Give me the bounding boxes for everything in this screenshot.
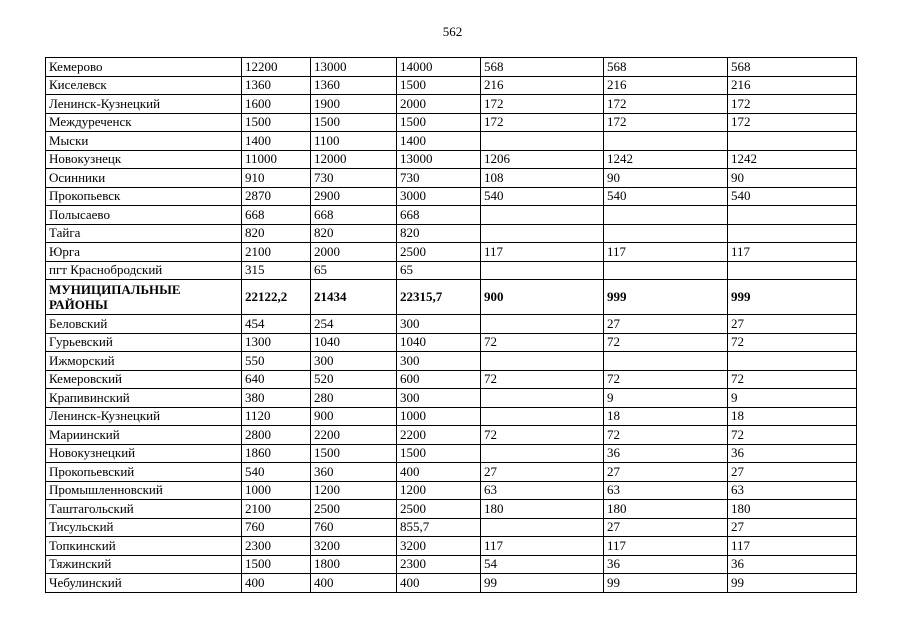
table-row — [46, 224, 857, 243]
value-cell-2: 280 — [311, 389, 397, 408]
value-cell-5: 9 — [604, 389, 728, 408]
value-cell-1: 22122,2 — [242, 280, 311, 315]
value-cell-2: 668 — [311, 206, 397, 225]
value-cell-3: 2500 — [397, 243, 481, 262]
value-cell-5: 99 — [604, 574, 728, 593]
value-cell-5: 172 — [604, 113, 728, 132]
value-cell-1: 2870 — [242, 187, 311, 206]
value-cell-3: 3000 — [397, 187, 481, 206]
table-row — [46, 370, 857, 389]
row-name-cell: Гурьевский — [46, 333, 242, 352]
row-name-cell: Междуреченск — [46, 113, 242, 132]
value-cell-6: 999 — [728, 280, 857, 315]
row-name-cell: Новокузнецкий — [46, 444, 242, 463]
value-cell-1: 400 — [242, 574, 311, 593]
value-cell-2: 760 — [311, 518, 397, 537]
value-cell-6 — [728, 352, 857, 371]
value-cell-5: 216 — [604, 76, 728, 95]
value-cell-4: 72 — [481, 333, 604, 352]
value-cell-1: 11000 — [242, 150, 311, 169]
value-cell-5: 27 — [604, 518, 728, 537]
value-cell-5: 568 — [604, 58, 728, 77]
value-cell-5: 90 — [604, 169, 728, 188]
value-cell-4: 117 — [481, 537, 604, 556]
value-cell-3: 2500 — [397, 500, 481, 519]
value-cell-5: 999 — [604, 280, 728, 315]
value-cell-3: 1500 — [397, 76, 481, 95]
value-cell-6: 27 — [728, 518, 857, 537]
value-cell-2: 1040 — [311, 333, 397, 352]
value-cell-5: 27 — [604, 315, 728, 334]
value-cell-3: 1040 — [397, 333, 481, 352]
table-row — [46, 352, 857, 371]
table-row — [46, 389, 857, 408]
value-cell-4: 108 — [481, 169, 604, 188]
value-cell-4: 568 — [481, 58, 604, 77]
value-cell-4: 63 — [481, 481, 604, 500]
value-cell-4 — [481, 389, 604, 408]
value-cell-2: 300 — [311, 352, 397, 371]
value-cell-1: 540 — [242, 463, 311, 482]
value-cell-4 — [481, 206, 604, 225]
value-cell-1: 2300 — [242, 537, 311, 556]
row-name-cell: Новокузнецк — [46, 150, 242, 169]
table-row — [46, 463, 857, 482]
value-cell-1: 1300 — [242, 333, 311, 352]
value-cell-2: 2000 — [311, 243, 397, 262]
value-cell-3: 820 — [397, 224, 481, 243]
value-cell-2: 3200 — [311, 537, 397, 556]
value-cell-4 — [481, 132, 604, 151]
value-cell-4: 180 — [481, 500, 604, 519]
value-cell-4 — [481, 518, 604, 537]
value-cell-6: 180 — [728, 500, 857, 519]
value-cell-1: 820 — [242, 224, 311, 243]
table-row — [46, 518, 857, 537]
value-cell-2: 820 — [311, 224, 397, 243]
value-cell-3: 1500 — [397, 444, 481, 463]
row-name-cell: Беловский — [46, 315, 242, 334]
table-row — [46, 150, 857, 169]
value-cell-4: 54 — [481, 555, 604, 574]
value-cell-6: 9 — [728, 389, 857, 408]
value-cell-5: 72 — [604, 426, 728, 445]
value-cell-3: 855,7 — [397, 518, 481, 537]
value-cell-6: 172 — [728, 95, 857, 114]
row-name-cell: Прокопьевский — [46, 463, 242, 482]
value-cell-3: 400 — [397, 574, 481, 593]
value-cell-6: 540 — [728, 187, 857, 206]
value-cell-4: 72 — [481, 426, 604, 445]
value-cell-1: 760 — [242, 518, 311, 537]
value-cell-1: 2800 — [242, 426, 311, 445]
value-cell-6: 568 — [728, 58, 857, 77]
value-cell-6: 63 — [728, 481, 857, 500]
value-cell-2: 730 — [311, 169, 397, 188]
row-name-cell: Ижморский — [46, 352, 242, 371]
value-cell-2: 1200 — [311, 481, 397, 500]
value-cell-2: 13000 — [311, 58, 397, 77]
table-row — [46, 555, 857, 574]
table-body — [46, 58, 857, 593]
value-cell-1: 640 — [242, 370, 311, 389]
value-cell-2: 1500 — [311, 113, 397, 132]
value-cell-3: 668 — [397, 206, 481, 225]
page-number: 562 — [442, 24, 463, 39]
table-row — [46, 574, 857, 593]
value-cell-6 — [728, 132, 857, 151]
value-cell-6: 216 — [728, 76, 857, 95]
value-cell-6 — [728, 224, 857, 243]
table-row — [46, 76, 857, 95]
value-cell-5: 27 — [604, 463, 728, 482]
value-cell-5: 36 — [604, 444, 728, 463]
row-name-cell: Топкинский — [46, 537, 242, 556]
value-cell-3: 2200 — [397, 426, 481, 445]
table-row — [46, 206, 857, 225]
value-cell-4 — [481, 407, 604, 426]
value-cell-3: 13000 — [397, 150, 481, 169]
value-cell-4: 172 — [481, 113, 604, 132]
value-cell-1: 1360 — [242, 76, 311, 95]
table-row — [46, 481, 857, 500]
value-cell-5: 540 — [604, 187, 728, 206]
table-row — [46, 243, 857, 262]
value-cell-2: 12000 — [311, 150, 397, 169]
row-name-cell: МУНИЦИПАЛЬНЫЕ РАЙОНЫ — [46, 280, 242, 315]
table-row — [46, 132, 857, 151]
value-cell-6 — [728, 206, 857, 225]
value-cell-4: 172 — [481, 95, 604, 114]
value-cell-4 — [481, 352, 604, 371]
value-cell-6: 27 — [728, 315, 857, 334]
value-cell-3: 65 — [397, 261, 481, 280]
value-cell-2: 1900 — [311, 95, 397, 114]
value-cell-2: 400 — [311, 574, 397, 593]
value-cell-2: 1500 — [311, 444, 397, 463]
value-cell-5: 117 — [604, 537, 728, 556]
value-cell-1: 1500 — [242, 555, 311, 574]
row-name-cell: Юрга — [46, 243, 242, 262]
value-cell-4: 216 — [481, 76, 604, 95]
value-cell-2: 65 — [311, 261, 397, 280]
value-cell-2: 1360 — [311, 76, 397, 95]
value-cell-4: 99 — [481, 574, 604, 593]
table-row — [46, 333, 857, 352]
value-cell-1: 315 — [242, 261, 311, 280]
value-cell-3: 300 — [397, 389, 481, 408]
value-cell-5 — [604, 224, 728, 243]
value-cell-3: 600 — [397, 370, 481, 389]
row-name-cell: Мыски — [46, 132, 242, 151]
value-cell-1: 550 — [242, 352, 311, 371]
value-cell-6: 72 — [728, 426, 857, 445]
value-cell-1: 668 — [242, 206, 311, 225]
value-cell-4: 117 — [481, 243, 604, 262]
value-cell-5: 63 — [604, 481, 728, 500]
value-cell-6: 99 — [728, 574, 857, 593]
value-cell-3: 3200 — [397, 537, 481, 556]
value-cell-6: 72 — [728, 333, 857, 352]
data-table — [45, 57, 857, 593]
value-cell-3: 1400 — [397, 132, 481, 151]
value-cell-4: 900 — [481, 280, 604, 315]
value-cell-6: 72 — [728, 370, 857, 389]
table-row — [46, 315, 857, 334]
value-cell-4: 1206 — [481, 150, 604, 169]
value-cell-2: 254 — [311, 315, 397, 334]
value-cell-3: 22315,7 — [397, 280, 481, 315]
value-cell-2: 520 — [311, 370, 397, 389]
value-cell-4 — [481, 224, 604, 243]
row-name-cell: Осинники — [46, 169, 242, 188]
row-name-cell: Тяжинский — [46, 555, 242, 574]
row-name-cell: Киселевск — [46, 76, 242, 95]
value-cell-6: 172 — [728, 113, 857, 132]
value-cell-5: 117 — [604, 243, 728, 262]
value-cell-6: 36 — [728, 444, 857, 463]
value-cell-6: 1242 — [728, 150, 857, 169]
value-cell-3: 1000 — [397, 407, 481, 426]
value-cell-2: 21434 — [311, 280, 397, 315]
value-cell-5: 18 — [604, 407, 728, 426]
row-name-cell: Кемерово — [46, 58, 242, 77]
value-cell-5: 36 — [604, 555, 728, 574]
table-row — [46, 169, 857, 188]
value-cell-1: 1400 — [242, 132, 311, 151]
value-cell-2: 2500 — [311, 500, 397, 519]
value-cell-1: 1120 — [242, 407, 311, 426]
value-cell-2: 1100 — [311, 132, 397, 151]
table-row — [46, 187, 857, 206]
value-cell-1: 454 — [242, 315, 311, 334]
value-cell-5: 180 — [604, 500, 728, 519]
value-cell-5: 172 — [604, 95, 728, 114]
value-cell-4 — [481, 315, 604, 334]
value-cell-4 — [481, 444, 604, 463]
value-cell-1: 2100 — [242, 500, 311, 519]
value-cell-5 — [604, 352, 728, 371]
row-name-cell: Мариинский — [46, 426, 242, 445]
value-cell-1: 1500 — [242, 113, 311, 132]
value-cell-5 — [604, 261, 728, 280]
value-cell-6: 18 — [728, 407, 857, 426]
value-cell-5: 72 — [604, 370, 728, 389]
row-name-cell: Кемеровский — [46, 370, 242, 389]
table-row — [46, 426, 857, 445]
value-cell-6: 90 — [728, 169, 857, 188]
value-cell-2: 1800 — [311, 555, 397, 574]
value-cell-3: 1200 — [397, 481, 481, 500]
row-name-cell: Крапивинский — [46, 389, 242, 408]
value-cell-1: 2100 — [242, 243, 311, 262]
table-row — [46, 500, 857, 519]
value-cell-5 — [604, 132, 728, 151]
row-name-cell: Таштагольский — [46, 500, 242, 519]
value-cell-4: 72 — [481, 370, 604, 389]
value-cell-1: 380 — [242, 389, 311, 408]
value-cell-3: 2000 — [397, 95, 481, 114]
value-cell-1: 1860 — [242, 444, 311, 463]
table-row — [46, 280, 857, 315]
table-row — [46, 407, 857, 426]
value-cell-1: 1600 — [242, 95, 311, 114]
value-cell-3: 300 — [397, 352, 481, 371]
row-name-cell: Прокопьевск — [46, 187, 242, 206]
value-cell-5: 72 — [604, 333, 728, 352]
value-cell-6: 36 — [728, 555, 857, 574]
row-name-cell: Промышленновский — [46, 481, 242, 500]
table-row — [46, 261, 857, 280]
row-name-cell: пгт Краснобродский — [46, 261, 242, 280]
value-cell-2: 2900 — [311, 187, 397, 206]
table-row — [46, 537, 857, 556]
table-row — [46, 58, 857, 77]
row-name-cell: Тисульский — [46, 518, 242, 537]
value-cell-4 — [481, 261, 604, 280]
row-name-cell: Полысаево — [46, 206, 242, 225]
value-cell-5 — [604, 206, 728, 225]
value-cell-6: 117 — [728, 243, 857, 262]
table-row — [46, 444, 857, 463]
value-cell-2: 360 — [311, 463, 397, 482]
value-cell-5: 1242 — [604, 150, 728, 169]
value-cell-3: 400 — [397, 463, 481, 482]
value-cell-2: 2200 — [311, 426, 397, 445]
value-cell-6: 117 — [728, 537, 857, 556]
row-name-cell: Чебулинский — [46, 574, 242, 593]
value-cell-1: 910 — [242, 169, 311, 188]
table-row — [46, 95, 857, 114]
value-cell-3: 1500 — [397, 113, 481, 132]
value-cell-3: 300 — [397, 315, 481, 334]
value-cell-4: 540 — [481, 187, 604, 206]
value-cell-3: 730 — [397, 169, 481, 188]
value-cell-2: 900 — [311, 407, 397, 426]
value-cell-4: 27 — [481, 463, 604, 482]
value-cell-3: 14000 — [397, 58, 481, 77]
row-name-cell: Тайга — [46, 224, 242, 243]
value-cell-6 — [728, 261, 857, 280]
value-cell-1: 1000 — [242, 481, 311, 500]
value-cell-1: 12200 — [242, 58, 311, 77]
value-cell-6: 27 — [728, 463, 857, 482]
table-row — [46, 113, 857, 132]
row-name-cell: Ленинск-Кузнецкий — [46, 407, 242, 426]
value-cell-3: 2300 — [397, 555, 481, 574]
row-name-cell: Ленинск-Кузнецкий — [46, 95, 242, 114]
